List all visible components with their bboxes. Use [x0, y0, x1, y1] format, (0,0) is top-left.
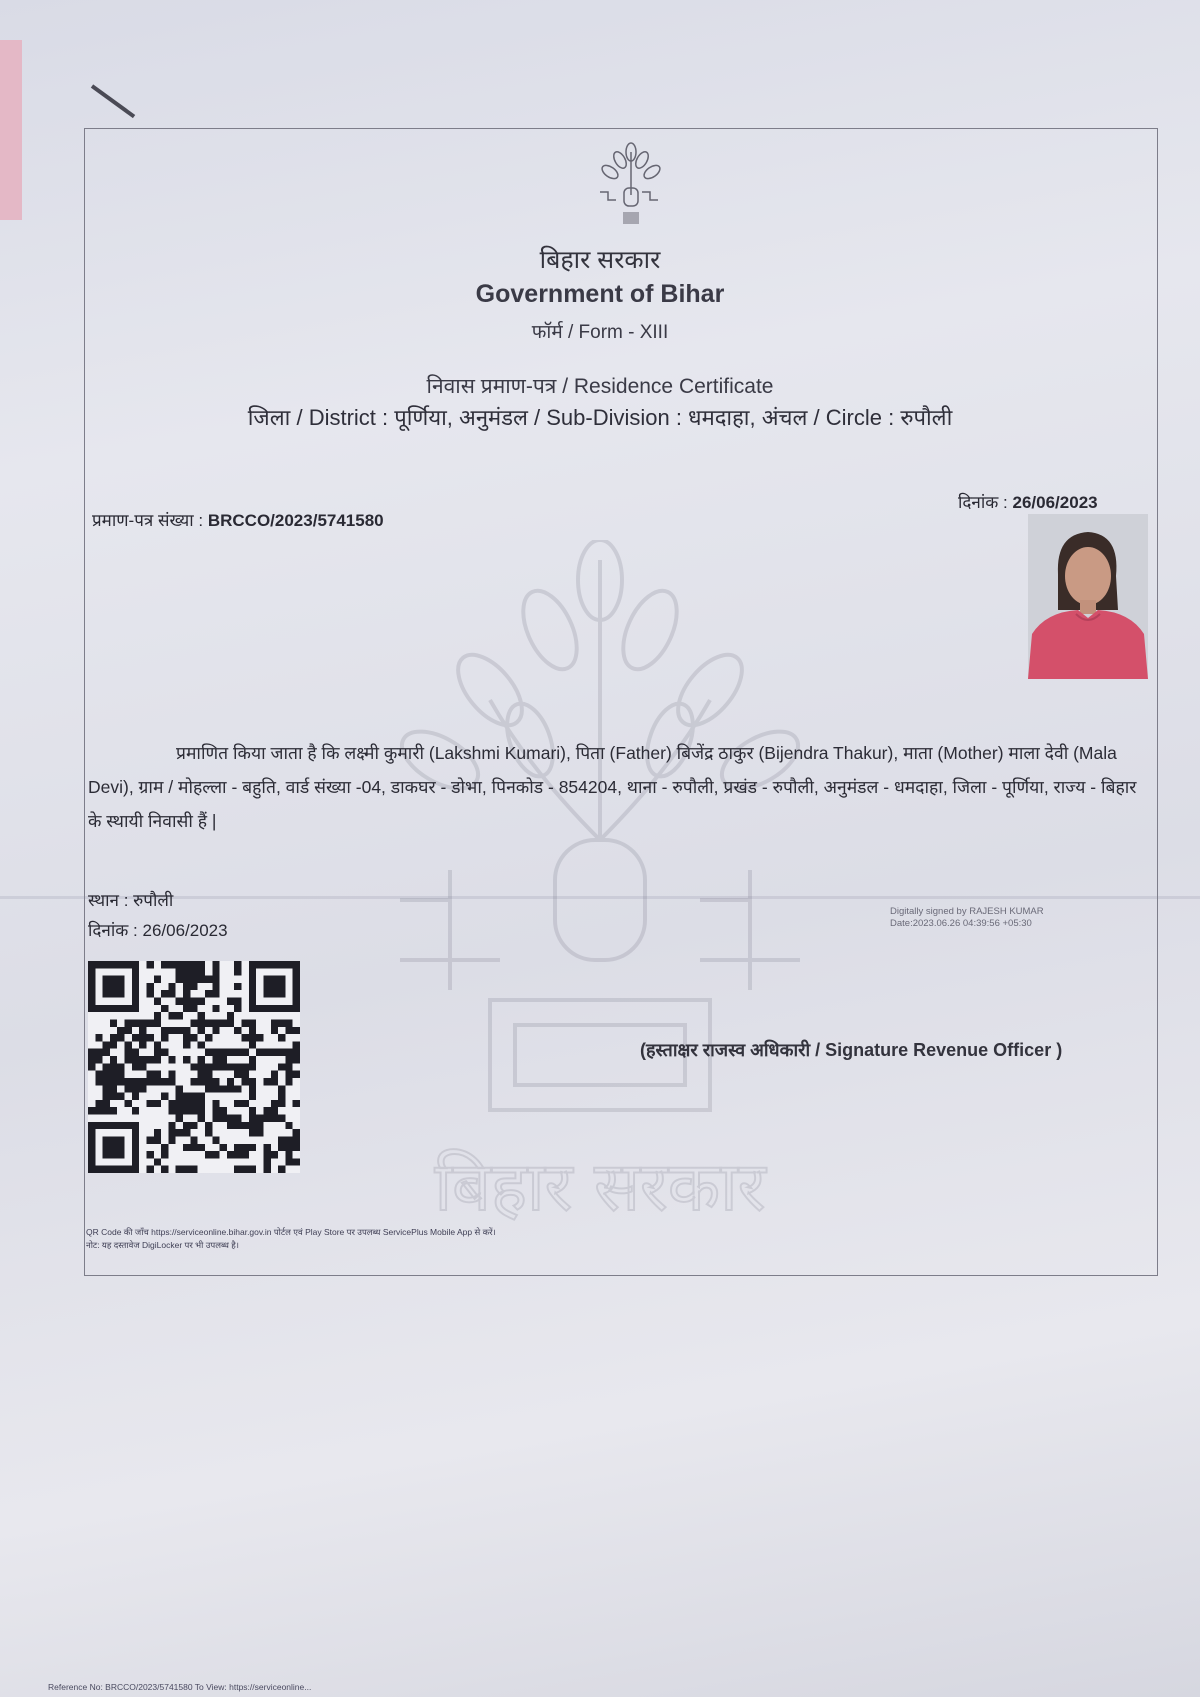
qr-verification-note: [86, 1226, 846, 1252]
certificate-number-label: प्रमाण-पत्र संख्या :: [92, 511, 204, 530]
pen-mark: [91, 84, 135, 118]
place: स्थान : रुपौली: [88, 891, 174, 910]
certificate-title: निवास प्रमाण-पत्र / Residence Certificate: [426, 375, 774, 398]
digital-signature: [890, 906, 1044, 930]
verification-qr-code[interactable]: [88, 958, 300, 1176]
issue-date-value: 26/06/2023: [1012, 493, 1098, 512]
qr-note-line2: नोट: यह दस्तावेज DigiLocker पर भी उपलब्ध है।: [86, 1240, 239, 1250]
district-line: जिला / District : पूर्णिया, अनुमंडल / Sub-Division : धमदाहा, अंचल / Circle : रुपौली: [247, 405, 953, 430]
certificate-number: [92, 508, 384, 531]
qr-note-line1: QR Code की जाँच https://serviceonline.bihar.gov.in पोर्टल एवं Play Store पर उपलब्ध ServicePlus Mobile App से करें।: [86, 1227, 496, 1237]
signature-label: (हस्ताक्षर राजस्व अधिकारी / Signature Revenue Officer ): [640, 1040, 1063, 1060]
certificate-body-text: प्रमाणित किया जाता है कि लक्ष्मी कुमारी (Lakshmi Kumari), पिता (Father) बिजेंद्र ठाकुर (Bijendra Thakur), माता (Mother) माला देवी (Mala Devi), ग्राम / मोहल्ला - बहुति, वार्ड संख्या -04, डाकघर - डोभा, पिनकोड - 854204, थाना - रुपौली, प्रखंड - रुपौली, अनुमंडल - धमदाहा, जिला - पूर्णिया, राज्य - बिहार के स्थायी निवासी हैं |: [88, 743, 1137, 831]
digital-signature-line1: Digitally signed by RAJESH KUMAR: [890, 906, 1044, 917]
certificate-number-value: BRCCO/2023/5741580: [207, 511, 384, 530]
issue-date: [958, 490, 1098, 513]
page-edge-strip: [0, 40, 22, 220]
issue-date-label: दिनांक :: [958, 493, 1008, 512]
certificate-body: [88, 736, 1150, 838]
digital-signature-line2: Date:2023.06.26 04:39:56 +05:30: [890, 918, 1032, 929]
form-number: फॉर्म / Form - XIII: [531, 322, 669, 343]
gov-hindi-title: बिहार सरकार: [539, 246, 661, 274]
gov-english-title: Government of Bihar: [475, 280, 725, 308]
bihar-emblem-logo: [590, 140, 672, 230]
svg-text:बिहार सरकार: बिहार सरकार: [434, 1148, 766, 1227]
place-date: दिनांक : 26/06/2023: [88, 921, 228, 940]
bihar-emblem-watermark: [380, 540, 820, 1230]
applicant-photo: [1028, 514, 1148, 679]
reference-footer: Reference No: BRCCO/2023/5741580 To View: https://serviceonline...: [48, 1682, 312, 1692]
